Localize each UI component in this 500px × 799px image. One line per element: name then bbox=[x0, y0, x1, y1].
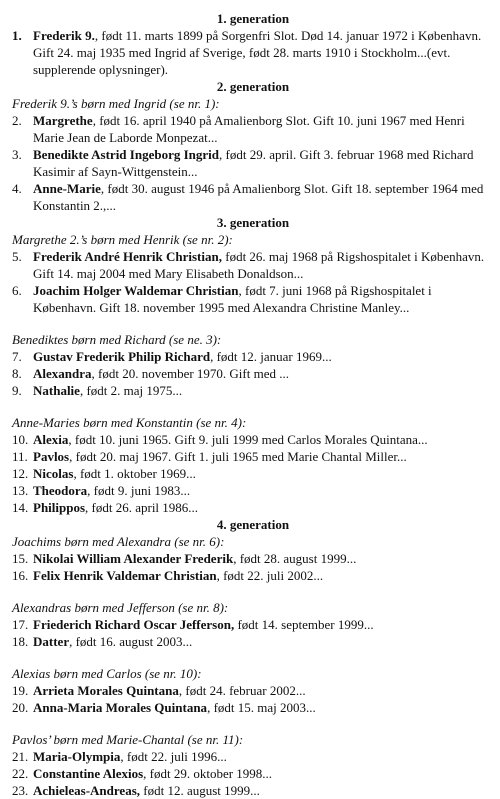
group-spacer bbox=[12, 316, 494, 331]
entry-details: , født 16. august 2003... bbox=[69, 634, 193, 649]
person-name: Nikolai William Alexander Frederik bbox=[33, 551, 234, 566]
entry-body bbox=[33, 482, 494, 499]
person-name: Nicolas bbox=[33, 466, 74, 481]
genealogy-entry bbox=[12, 567, 494, 584]
entry-details: , født 2. maj 1975... bbox=[79, 383, 183, 398]
entry-number: 4. bbox=[12, 181, 22, 196]
entry-body bbox=[33, 248, 494, 282]
entry-body bbox=[33, 765, 494, 782]
genealogy-entry bbox=[12, 365, 494, 382]
entry-details: født 26. maj 1968 på Rigshospitalet i København. Gift 14. maj 2004 med Mary Elisabeth Donaldson... bbox=[33, 249, 485, 281]
genealogy-entry bbox=[12, 765, 494, 782]
entry-body bbox=[33, 348, 494, 365]
group-subheading: Margrethe 2.’s børn med Henrik (se nr. 2): bbox=[12, 232, 233, 247]
person-name: Theodora bbox=[33, 483, 88, 498]
person-name: Alexandra bbox=[33, 366, 92, 381]
generation-heading: 1. generation bbox=[216, 11, 290, 26]
entry-body bbox=[33, 27, 494, 78]
person-name: Arrieta Morales Quintana bbox=[33, 683, 179, 698]
person-name: Benedikte Astrid Ingeborg Ingrid bbox=[33, 147, 219, 162]
genealogy-entry bbox=[12, 382, 494, 399]
genealogy-entry bbox=[12, 465, 494, 482]
entry-number: 10. bbox=[12, 432, 29, 447]
entry-details: , født 11. marts 1899 på Sorgenfri Slot. Død 14. januar 1972 i København. Gift 24. maj 1935 med Ingrid af Sverige, født 28. marts 1910 i Stockholm...(evt. supplerende oplysninger). bbox=[33, 28, 482, 77]
entry-details: , født 12. januar 1969... bbox=[210, 349, 332, 364]
entry-body bbox=[33, 567, 494, 584]
entry-details: , født 20. maj 1967. Gift 1. juli 1965 med Marie Chantal Miller... bbox=[69, 449, 407, 464]
entry-details: , født 22. juli 2002... bbox=[216, 568, 324, 583]
entry-details: , født 28. august 1999... bbox=[233, 551, 357, 566]
entry-body bbox=[33, 146, 494, 180]
entry-number: 1. bbox=[12, 28, 22, 43]
genealogy-entry bbox=[12, 248, 494, 282]
entry-body bbox=[33, 782, 494, 799]
entry-number: 18. bbox=[12, 634, 29, 649]
person-name: Gustav Frederik Philip Richard bbox=[33, 349, 211, 364]
genealogy-entry bbox=[12, 282, 494, 316]
genealogy-entry bbox=[12, 782, 494, 799]
person-name: Joachim Holger Waldemar Christian bbox=[33, 283, 239, 298]
group-subheading: Pavlos’ børn med Marie-Chantal (se nr. 11): bbox=[12, 732, 244, 747]
entry-number: 17. bbox=[12, 617, 29, 632]
entry-body bbox=[33, 748, 494, 765]
entry-details: født 12. august 1999... bbox=[140, 783, 260, 798]
group-spacer bbox=[12, 716, 494, 731]
entry-number: 5. bbox=[12, 249, 22, 264]
group-subheading: Alexandras børn med Jefferson (se nr. 8): bbox=[12, 600, 229, 615]
entry-details: , født 22. juli 1996... bbox=[120, 749, 227, 764]
entry-body bbox=[33, 699, 494, 716]
entry-number: 2. bbox=[12, 113, 22, 128]
generation-heading: 2. generation bbox=[216, 79, 290, 94]
entry-number: 7. bbox=[12, 349, 22, 364]
person-name: Felix Henrik Valdemar Christian bbox=[33, 568, 217, 583]
group-subheading: Joachims børn med Alexandra (se nr. 6): bbox=[12, 534, 225, 549]
person-name: Datter bbox=[33, 634, 70, 649]
entry-body bbox=[33, 499, 494, 516]
entry-number: 21. bbox=[12, 749, 29, 764]
genealogy-entry bbox=[12, 499, 494, 516]
person-name: Pavlos bbox=[33, 449, 70, 464]
entry-number: 9. bbox=[12, 383, 22, 398]
entry-number: 23. bbox=[12, 783, 29, 798]
genealogy-entry bbox=[12, 699, 494, 716]
group-subheading: Benediktes børn med Richard (se ne. 3): bbox=[12, 332, 222, 347]
genealogy-entry bbox=[12, 682, 494, 699]
entry-body bbox=[33, 382, 494, 399]
entry-number: 13. bbox=[12, 483, 29, 498]
group-spacer bbox=[12, 650, 494, 665]
entry-body bbox=[33, 616, 494, 633]
person-name: Anne-Marie bbox=[33, 181, 101, 196]
group-spacer bbox=[12, 584, 494, 599]
genealogy-entry bbox=[12, 27, 494, 78]
entry-body bbox=[33, 633, 494, 650]
entry-details: , født 16. april 1940 på Amalienborg Slot. Gift 10. juni 1967 med Henri Marie Jean de Laborde Monpezat... bbox=[33, 113, 465, 145]
genealogy-document bbox=[12, 10, 494, 799]
genealogy-entry bbox=[12, 616, 494, 633]
entry-details: født 14. september 1999... bbox=[234, 617, 374, 632]
genealogy-entry bbox=[12, 348, 494, 365]
genealogy-entry bbox=[12, 482, 494, 499]
entry-body bbox=[33, 180, 494, 214]
person-name: Achieleas-Andreas, bbox=[33, 783, 141, 798]
generation-heading: 3. generation bbox=[216, 215, 290, 230]
entry-body bbox=[33, 282, 494, 316]
genealogy-entry bbox=[12, 550, 494, 567]
entry-body bbox=[33, 112, 494, 146]
genealogy-entry bbox=[12, 112, 494, 146]
genealogy-entry bbox=[12, 633, 494, 650]
entry-details: , født 9. juni 1983... bbox=[87, 483, 191, 498]
entry-details: , født 7. juni 1968 på Rigshospitalet i København. Gift 18. november 1995 med Alexandra Christine Manley... bbox=[33, 283, 432, 315]
person-name: Anna-Maria Morales Quintana bbox=[33, 700, 208, 715]
entry-number: 11. bbox=[12, 449, 28, 464]
entry-number: 15. bbox=[12, 551, 29, 566]
genealogy-entry bbox=[12, 431, 494, 448]
person-name: Constantine Alexios bbox=[33, 766, 144, 781]
entry-number: 3. bbox=[12, 147, 22, 162]
entry-number: 22. bbox=[12, 766, 29, 781]
entry-details: , født 20. november 1970. Gift med ... bbox=[91, 366, 289, 381]
entry-body bbox=[33, 365, 494, 382]
entry-body bbox=[33, 465, 494, 482]
genealogy-entry bbox=[12, 448, 494, 465]
entry-number: 12. bbox=[12, 466, 29, 481]
entry-number: 8. bbox=[12, 366, 22, 381]
person-name: Friederich Richard Oscar Jefferson, bbox=[33, 617, 235, 632]
person-name: Alexia bbox=[33, 432, 69, 447]
genealogy-entry bbox=[12, 180, 494, 214]
group-subheading: Alexias børn med Carlos (se nr. 10): bbox=[12, 666, 202, 681]
person-name: Margrethe bbox=[33, 113, 93, 128]
entry-number: 20. bbox=[12, 700, 29, 715]
entry-details: , født 24. februar 2002... bbox=[178, 683, 306, 698]
group-subheading: Anne-Maries børn med Konstantin (se nr. 4): bbox=[12, 415, 247, 430]
entry-details: , født 29. oktober 1998... bbox=[143, 766, 273, 781]
group-spacer bbox=[12, 399, 494, 414]
entry-number: 14. bbox=[12, 500, 29, 515]
genealogy-entry bbox=[12, 748, 494, 765]
genealogy-entry bbox=[12, 146, 494, 180]
person-name: Frederik André Henrik Christian, bbox=[33, 249, 222, 264]
entry-details: , født 29. april. Gift 3. februar 1968 med Richard Kasimir af Sayn-Wittgenstein... bbox=[33, 147, 474, 179]
generation-heading: 4. generation bbox=[216, 517, 290, 532]
entry-body bbox=[33, 682, 494, 699]
group-subheading: Frederik 9.’s børn med Ingrid (se nr. 1): bbox=[12, 96, 220, 111]
entry-details: , født 15. maj 2003... bbox=[207, 700, 316, 715]
entry-details: , født 1. oktober 1969... bbox=[73, 466, 196, 481]
entry-body bbox=[33, 448, 494, 465]
entry-number: 6. bbox=[12, 283, 22, 298]
entry-number: 19. bbox=[12, 683, 29, 698]
person-name: Frederik 9. bbox=[33, 28, 95, 43]
entry-body bbox=[33, 431, 494, 448]
person-name: Maria-Olympia bbox=[33, 749, 121, 764]
person-name: Nathalie bbox=[33, 383, 80, 398]
entry-number: 16. bbox=[12, 568, 29, 583]
entry-details: , født 10. juni 1965. Gift 9. juli 1999 med Carlos Morales Quintana... bbox=[68, 432, 428, 447]
entry-details: , født 26. april 1986... bbox=[85, 500, 199, 515]
entry-body bbox=[33, 550, 494, 567]
person-name: Philippos bbox=[33, 500, 86, 515]
entry-details: , født 30. august 1946 på Amalienborg Slot. Gift 18. september 1964 med Konstantin 2.,... bbox=[33, 181, 484, 213]
